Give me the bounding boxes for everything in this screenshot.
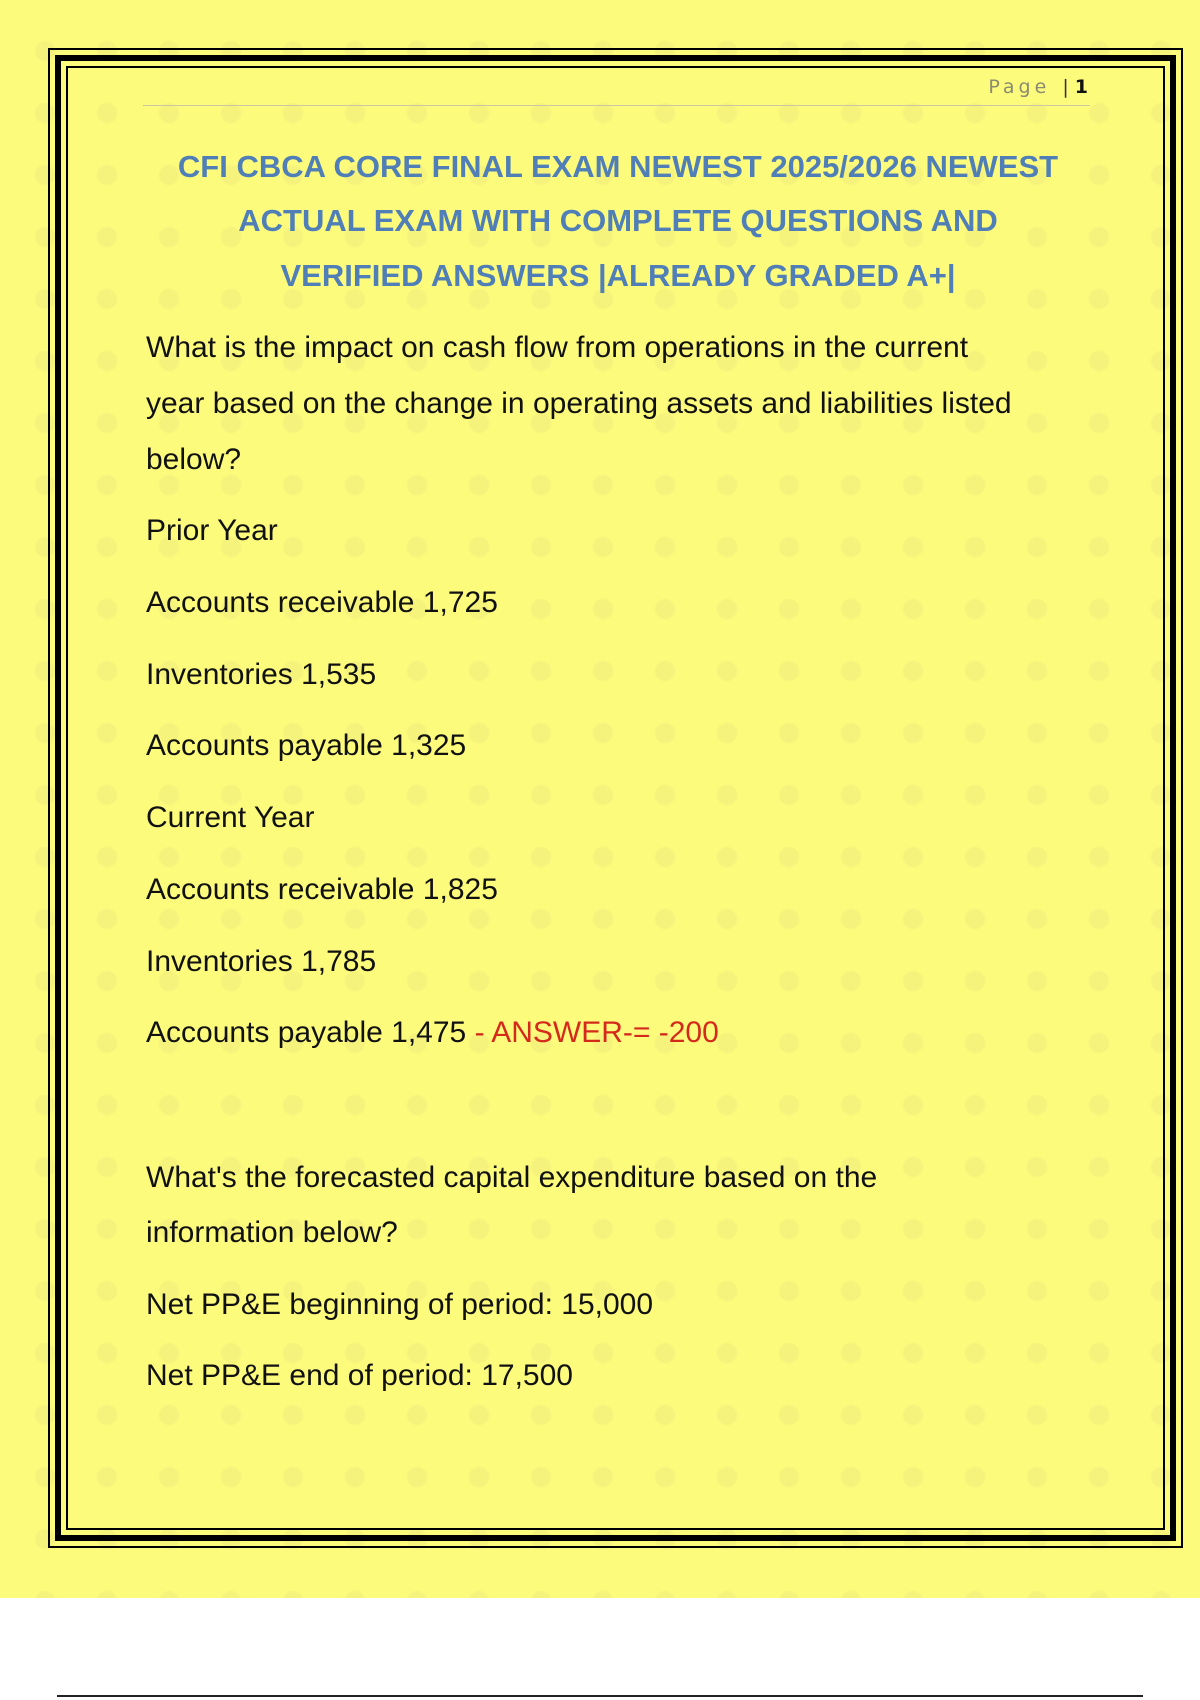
- net-ppe-beginning: Net PP&E beginning of period: 15,000: [146, 1288, 654, 1321]
- current-inventories: Inventories 1,785: [146, 945, 377, 978]
- page-separator: |: [1062, 76, 1069, 98]
- footer-rule: [57, 1695, 1143, 1697]
- current-accounts-payable-line: [146, 1013, 719, 1053]
- prior-accounts-payable: Accounts payable 1,325: [146, 729, 467, 762]
- question-1-line-1: What is the impact on cash flow from operations in the current: [146, 331, 969, 364]
- prior-year-label: Prior Year: [146, 514, 278, 547]
- header-rule: [143, 105, 1090, 106]
- question-1-line-2: year based on the change in operating assets and liabilities listed: [146, 387, 1012, 420]
- current-year-label: Current Year: [146, 801, 315, 834]
- question-2-line-2: information below?: [146, 1216, 398, 1249]
- document-title-line-3: VERIFIED ANSWERS |ALREADY GRADED A+|: [280, 258, 956, 293]
- net-ppe-end: Net PP&E end of period: 17,500: [146, 1359, 573, 1392]
- current-accounts-receivable: Accounts receivable 1,825: [146, 873, 498, 906]
- page-word: Page: [988, 76, 1051, 98]
- question-1-line-3: below?: [146, 443, 242, 476]
- current-accounts-payable: Accounts payable 1,475: [146, 1016, 467, 1049]
- document-title-line-2: ACTUAL EXAM WITH COMPLETE QUESTIONS AND: [238, 203, 998, 238]
- prior-accounts-receivable: Accounts receivable 1,725: [146, 586, 498, 619]
- answer-text: - ANSWER-= -200: [466, 1016, 719, 1049]
- prior-inventories: Inventories 1,535: [146, 658, 377, 691]
- page-number-header: [988, 76, 1088, 98]
- page-number: 1: [1074, 76, 1088, 98]
- question-2-line-1: What's the forecasted capital expenditure based on the: [146, 1161, 878, 1194]
- document-title-line-1: CFI CBCA CORE FINAL EXAM NEWEST 2025/2026 NEWEST: [177, 149, 1059, 184]
